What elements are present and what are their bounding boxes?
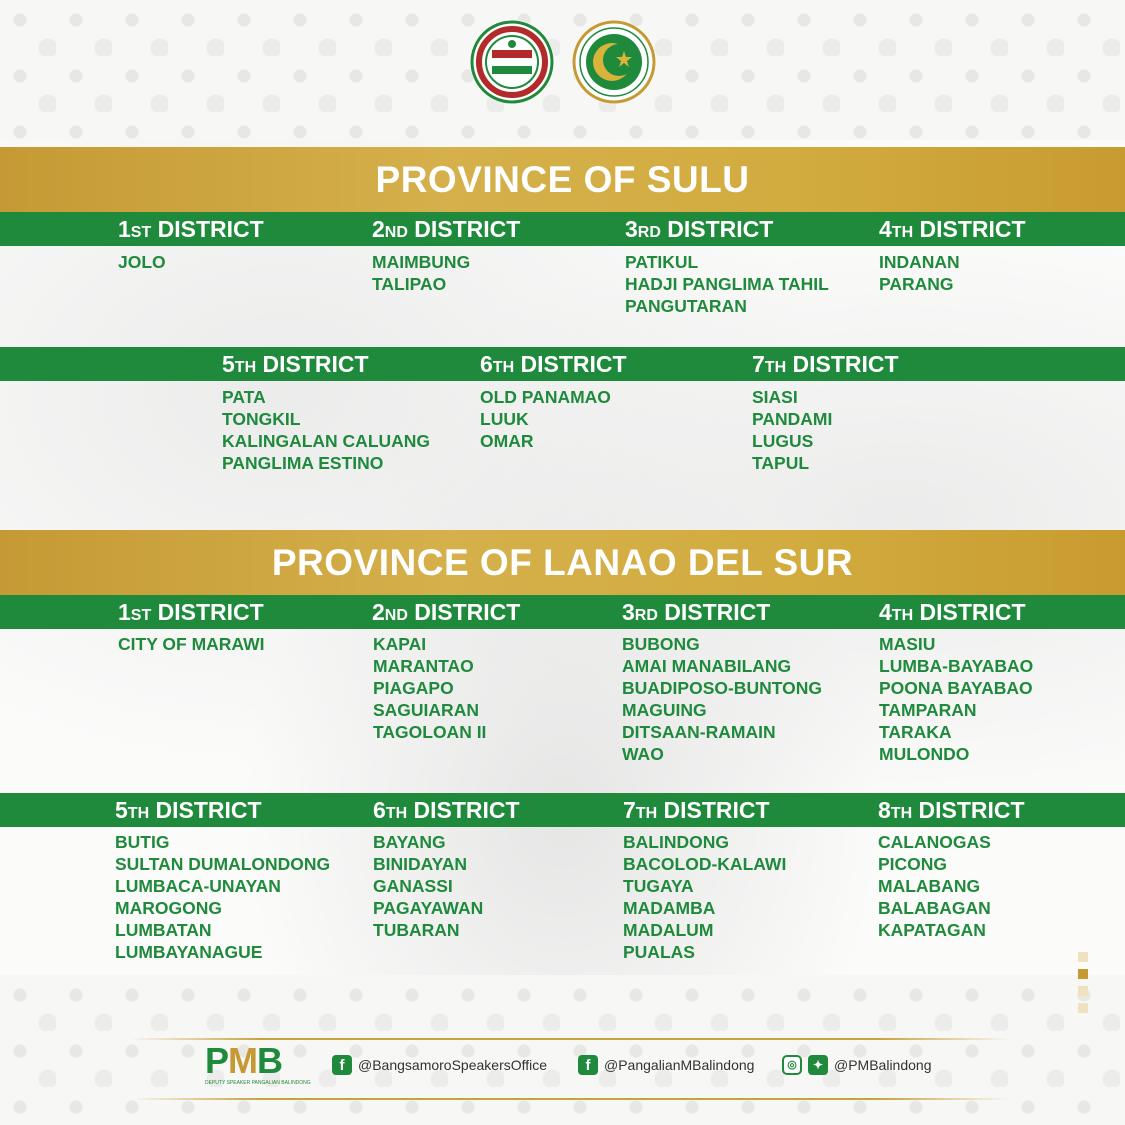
twitter-icon: ✦ <box>808 1055 828 1075</box>
municipality: MAGUING <box>622 700 707 720</box>
sulu-district-1-heading: 1ST DISTRICT <box>118 216 264 242</box>
lanao-district-1-heading: 1ST DISTRICT <box>118 599 264 625</box>
facebook-icon: f <box>578 1055 598 1075</box>
social-pmbalindong[interactable] <box>782 1055 932 1075</box>
municipality: TUBARAN <box>373 920 460 940</box>
social-handle: @PangalianMBalindong <box>604 1057 755 1073</box>
municipality: TUGAYA <box>623 876 694 896</box>
sulu-district-6-heading: 6TH DISTRICT <box>480 351 627 377</box>
municipality: TAMPARAN <box>879 700 977 720</box>
municipality: TAGOLOAN II <box>373 722 487 742</box>
sulu-district-4-heading: 4TH DISTRICT <box>879 216 1026 242</box>
municipality: LUMBACA-UNAYAN <box>115 876 281 896</box>
municipality: LUMBATAN <box>115 920 212 940</box>
barmm-seal-logo <box>572 20 656 104</box>
sulu-district-4-list <box>879 251 960 295</box>
municipality: BUTIG <box>115 832 170 852</box>
lanao-district-4-heading: 4TH DISTRICT <box>879 599 1026 625</box>
municipality: MALABANG <box>878 876 981 896</box>
municipality: CALANOGAS <box>878 832 991 852</box>
municipality: MULONDO <box>879 744 970 764</box>
municipality: TAPUL <box>752 453 810 473</box>
municipality: POONA BAYABAO <box>879 678 1033 698</box>
municipality: PUALAS <box>623 942 695 962</box>
municipality: SAGUIARAN <box>373 700 479 720</box>
lanao-district-8-list <box>878 831 991 941</box>
social-speakers-office[interactable] <box>332 1055 547 1075</box>
footer-divider-bottom <box>130 1098 1010 1100</box>
municipality: BAYANG <box>373 832 446 852</box>
municipality: AMAI MANABILANG <box>622 656 792 676</box>
municipality: MARANTAO <box>373 656 474 676</box>
lanao-district-3-heading: 3RD DISTRICT <box>622 599 771 625</box>
lanao-district-6-list <box>373 831 483 941</box>
municipality: SIASI <box>752 387 798 407</box>
municipality: HADJI PANGLIMA TAHIL <box>625 274 829 294</box>
lanao-district-6-heading: 6TH DISTRICT <box>373 797 520 823</box>
page-dot <box>1078 986 1088 996</box>
lanao-district-2-heading: 2ND DISTRICT <box>372 599 521 625</box>
municipality: PATIKUL <box>625 252 699 272</box>
parliament-seal-logo <box>470 20 554 104</box>
lanao-district-2-list <box>373 633 486 743</box>
municipality: GANASSI <box>373 876 453 896</box>
social-handle: @PMBalindong <box>834 1057 932 1073</box>
municipality: MADAMBA <box>623 898 716 918</box>
municipality: TONGKIL <box>222 409 301 429</box>
sulu-district-7-list <box>752 386 832 474</box>
page-dot-active <box>1078 969 1088 979</box>
municipality: WAO <box>622 744 664 764</box>
municipality: BUADIPOSO-BUNTONG <box>622 678 822 698</box>
municipality: BALINDONG <box>623 832 729 852</box>
municipality: SULTAN DUMALONDONG <box>115 854 331 874</box>
municipality: LUUK <box>480 409 529 429</box>
sulu-district-6-list <box>480 386 611 452</box>
sulu-district-3-list <box>625 251 829 317</box>
municipality: TARAKA <box>879 722 952 742</box>
municipality: KALINGALAN CALUANG <box>222 431 431 451</box>
sulu-district-2-list <box>372 251 470 295</box>
municipality: KAPATAGAN <box>878 920 986 940</box>
lanao-district-7-list <box>623 831 786 963</box>
sulu-district-3-heading: 3RD DISTRICT <box>625 216 774 242</box>
municipality: BINIDAYAN <box>373 854 468 874</box>
footer <box>0 1042 1125 1092</box>
lanao-district-1-list <box>118 633 264 655</box>
page-indicator <box>1078 952 1088 1020</box>
province-lanao-del-sur-title: PROVINCE OF LANAO DEL SUR <box>0 530 1125 596</box>
municipality: OLD PANAMAO <box>480 387 611 407</box>
municipality: CITY OF MARAWI <box>118 634 265 654</box>
top-ornament-pattern <box>0 0 1125 140</box>
municipality: OMAR <box>480 431 534 451</box>
municipality: PICONG <box>878 854 948 874</box>
municipality: PANDAMI <box>752 409 833 429</box>
municipality: BALABAGAN <box>878 898 991 918</box>
lanao-district-7-heading: 7TH DISTRICT <box>623 797 770 823</box>
municipality: LUMBAYANAGUE <box>115 942 263 962</box>
lanao-district-5-heading: 5TH DISTRICT <box>115 797 262 823</box>
page-dot <box>1078 952 1088 962</box>
municipality: TALIPAO <box>372 274 447 294</box>
pmb-logo: PMB DEPUTY SPEAKER PANGALIAN BALINDONG <box>205 1040 311 1086</box>
municipality: KAPAI <box>373 634 427 654</box>
municipality: LUMBA-BAYABAO <box>879 656 1034 676</box>
lanao-district-5-list <box>115 831 330 963</box>
sulu-district-2-heading: 2ND DISTRICT <box>372 216 521 242</box>
province-sulu-title: PROVINCE OF SULU <box>0 147 1125 213</box>
municipality: MADALUM <box>623 920 714 940</box>
lanao-district-8-heading: 8TH DISTRICT <box>878 797 1025 823</box>
page-dot <box>1078 1003 1088 1013</box>
lanao-district-4-list <box>879 633 1033 765</box>
sulu-district-5-heading: 5TH DISTRICT <box>222 351 369 377</box>
municipality: PAGAYAWAN <box>373 898 484 918</box>
lanao-district-3-list <box>622 633 822 765</box>
sulu-district-5-list <box>222 386 430 474</box>
municipality: INDANAN <box>879 252 960 272</box>
social-handle: @BangsamoroSpeakersOffice <box>358 1057 548 1073</box>
social-pangalian[interactable] <box>578 1055 754 1075</box>
facebook-icon: f <box>332 1055 352 1075</box>
sulu-district-7-heading: 7TH DISTRICT <box>752 351 899 377</box>
municipality: LUGUS <box>752 431 814 451</box>
municipality: BACOLOD-KALAWI <box>623 854 787 874</box>
municipality: MAROGONG <box>115 898 222 918</box>
municipality: PANGLIMA ESTINO <box>222 453 384 473</box>
sulu-district-1-list <box>118 251 166 273</box>
instagram-icon: ◎ <box>782 1055 802 1075</box>
municipality: BUBONG <box>622 634 700 654</box>
municipality: MASIU <box>879 634 936 654</box>
municipality: PATA <box>222 387 266 407</box>
municipality: PANGUTARAN <box>625 296 747 316</box>
municipality: DITSAAN-RAMAIN <box>622 722 776 742</box>
municipality: PARANG <box>879 274 954 294</box>
municipality: PIAGAPO <box>373 678 454 698</box>
municipality: JOLO <box>118 252 166 272</box>
municipality: MAIMBUNG <box>372 252 471 272</box>
